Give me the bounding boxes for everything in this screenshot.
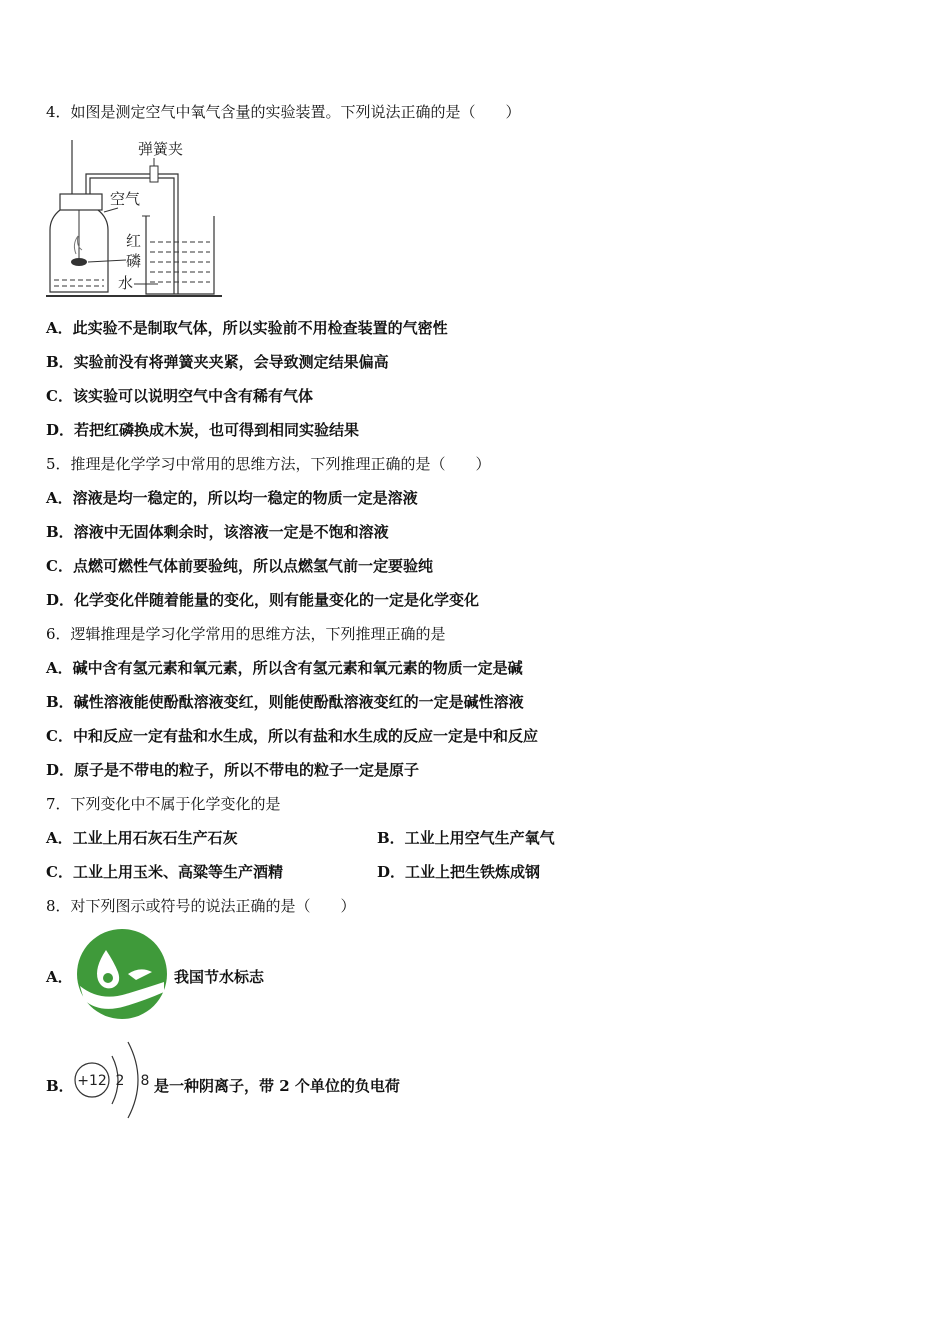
q5-option-a: A．溶液是均一稳定的，所以均一稳定的物质一定是溶液 — [46, 489, 418, 507]
q5-option-b: B．溶液中无固体剩余时，该溶液一定是不饱和溶液 — [46, 523, 389, 541]
q6-option-a: A．碱中含有氢元素和氧元素，所以含有氢元素和氧元素的物质一定是碱 — [46, 659, 523, 677]
label-air: 空气 — [110, 190, 141, 208]
question-5-stem: 5．推理是化学学习中常用的思维方法，下列推理正确的是（ ） — [46, 455, 491, 473]
question-4-stem: 4．如图是测定空气中氧气含量的实验装置。下列说法正确的是（ ） — [46, 103, 521, 121]
ion-structure-diagram — [72, 1038, 154, 1122]
q4-option-c: C．该实验可以说明空气中含有稀有气体 — [46, 387, 313, 405]
q4-option-d: D．若把红磷换成木炭，也可得到相同实验结果 — [46, 421, 360, 439]
label-water: 水 — [118, 274, 134, 292]
q7-option-a: A．工业上用石灰石生产石灰 — [46, 829, 238, 847]
q8-option-a-label: A． — [46, 968, 73, 986]
water-saving-logo — [76, 928, 168, 1020]
q8-option-a-text: 我国节水标志 — [174, 968, 265, 986]
q5-option-d: D．化学变化伴随着能量的变化，则有能量变化的一定是化学变化 — [46, 591, 480, 609]
q5-option-c: C．点燃可燃性气体前要验纯，所以点燃氢气前一定要验纯 — [46, 557, 433, 575]
q7-option-b: B．工业上用空气生产氧气 — [377, 829, 555, 847]
q6-option-d: D．原子是不带电的粒子，所以不带电的粒子一定是原子 — [46, 761, 420, 779]
ion-shell-1: 2 — [115, 1073, 125, 1089]
label-phosphorus-1: 红 — [126, 232, 142, 250]
q7-option-d: D．工业上把生铁炼成钢 — [377, 863, 541, 881]
q8-option-b-text: 是一种阴离子，带 2 个单位的负电荷 — [154, 1077, 400, 1095]
ion-nucleus-charge: +12 — [77, 1073, 107, 1089]
question-6-stem: 6．逻辑推理是学习化学常用的思维方法，下列推理正确的是 — [46, 625, 446, 643]
ion-shell-2: 8 — [140, 1073, 150, 1089]
question-8-stem: 8．对下列图示或符号的说法正确的是（ ） — [46, 897, 356, 915]
question-7-stem: 7．下列变化中不属于化学变化的是 — [46, 795, 281, 813]
q7-option-c: C．工业上用玉米、高粱等生产酒精 — [46, 863, 283, 881]
q8-option-b-label: B． — [46, 1077, 74, 1095]
q6-option-c: C．中和反应一定有盐和水生成，所以有盐和水生成的反应一定是中和反应 — [46, 727, 538, 745]
label-phosphorus-2: 磷 — [126, 252, 142, 270]
q6-option-b: B．碱性溶液能使酚酞溶液变红，则能使酚酞溶液变红的一定是碱性溶液 — [46, 693, 524, 711]
label-clamp: 弹簧夹 — [138, 140, 184, 158]
q4-option-a: A．此实验不是制取气体，所以实验前不用检查装置的气密性 — [46, 319, 448, 337]
apparatus-diagram — [46, 134, 226, 300]
q4-option-b: B．实验前没有将弹簧夹夹紧，会导致测定结果偏高 — [46, 353, 389, 371]
